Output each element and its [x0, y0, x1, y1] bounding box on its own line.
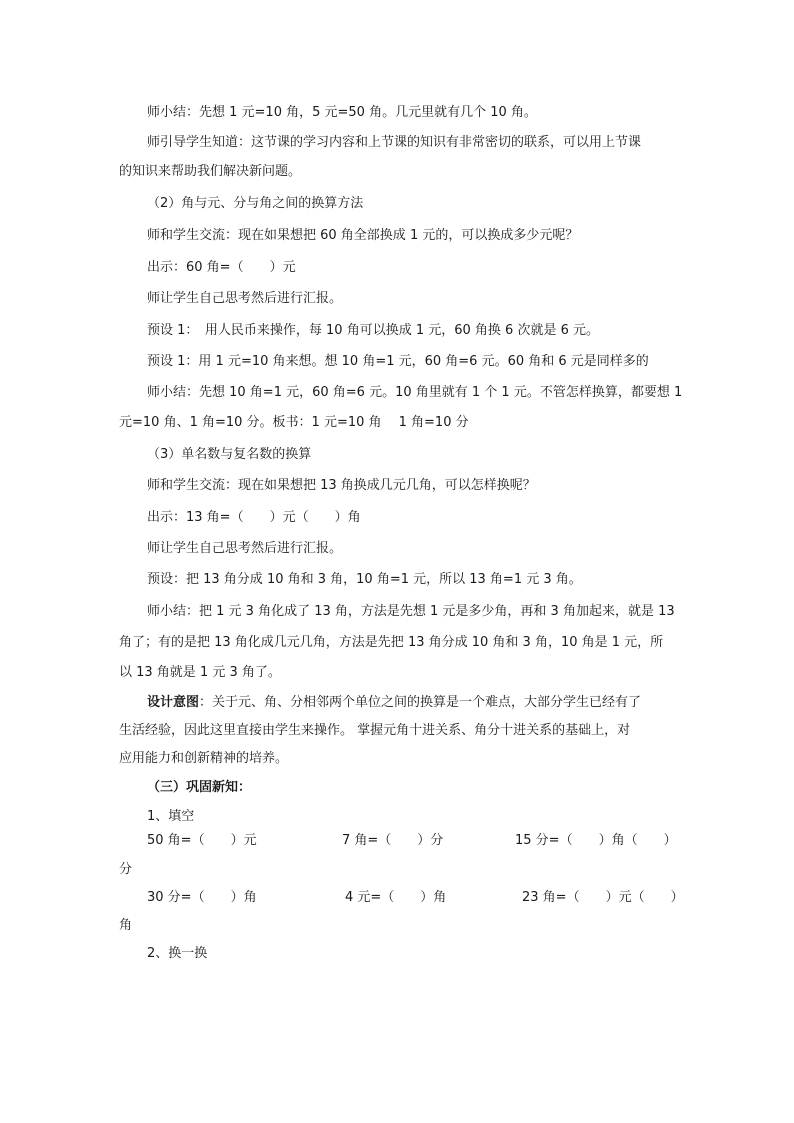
- fill-item-2: 7 角=（ ）分: [342, 833, 444, 848]
- design-intent-label: 设计意图: [147, 695, 200, 710]
- exercise-1-title: 1、填空: [147, 809, 195, 824]
- design-intent-line-2: 生活经验，因此这里直接由学生来操作。 掌握元角十进关系、角分十进关系的基础上，对: [119, 723, 631, 738]
- summary-line-2: 师小结：先想 10 角=1 元，60 角=6 元。10 角里就有 1 个 1 元。不管怎样换算，都要想 1: [147, 385, 683, 400]
- preset-line-2: 预设 1：用 1 元=10 角来想。想 10 角=1 元，60 角=6 元。60 角和 6 元是同样多的: [147, 354, 649, 369]
- report-line-2: 师让学生自己思考然后进行汇报。: [147, 541, 343, 556]
- preset-line-3: 预设：把 13 角分成 10 角和 3 角，10 角=1 元，所以 13 角=1 元 3 角。: [147, 572, 582, 587]
- design-intent-text: ：关于元、角、分相邻两个单位之间的换算是一个难点，大部分学生已经有了: [199, 695, 642, 710]
- exchange-line-2: 师和学生交流：现在如果想把 13 角换成几元几角，可以怎样换呢？: [147, 478, 536, 493]
- summary-line-2-cont: 元=10 角、1 角=10 分。板书：1 元=10 角 1 角=10 分: [119, 415, 469, 430]
- exchange-line: 师和学生交流：现在如果想把 60 角全部换成 1 元的，可以换成多少元呢？: [147, 228, 579, 243]
- section-title: （三）巩固新知：: [147, 780, 252, 795]
- exercise-2-title: 2、换一换: [147, 946, 208, 961]
- summary-line-3-cont2: 以 13 角就是 1 元 3 角了。: [119, 665, 281, 680]
- show-line-2: 出示：13 角=（ ）元（ ）角: [147, 510, 361, 525]
- subsection-heading-2: （2）角与元、分与角之间的换算方法: [147, 196, 364, 211]
- summary-line-3-cont1: 角了；有的是把 13 角化成几元几角，方法是先把 13 角分成 10 角和 3 角，10 角是 1 元，所: [119, 635, 664, 650]
- summary-line-3: 师小结：把 1 元 3 角化成了 13 角，方法是先想 1 元是多少角，再和 3 角加起来，就是 13: [147, 604, 675, 619]
- fill-item-1: 50 角=（ ）元: [147, 833, 257, 848]
- fill-item-5: 4 元=（ ）角: [345, 890, 447, 905]
- subsection-heading-3: （3）单名数与复名数的换算: [147, 447, 312, 462]
- preset-line-1: 预设 1： 用人民币来操作，每 10 角可以换成 1 元，60 角换 6 次就是 6 元。: [147, 323, 599, 338]
- fill-item-4: 30 分=（ ）角: [147, 890, 257, 905]
- summary-line: 师小结：先想 1 元=10 角，5 元=50 角。几元里就有几个 10 角。: [147, 105, 537, 120]
- fill-item-3-wrap: 分: [119, 862, 133, 877]
- guide-line: 师引导学生知道：这节课的学习内容和上节课的知识有非常密切的联系，可以用上节课: [147, 135, 642, 150]
- show-line: 出示：60 角=（ ）元: [147, 260, 296, 275]
- fill-item-3: 15 分=（ ）角（ ）: [515, 833, 677, 848]
- design-intent-line: [147, 694, 641, 712]
- guide-line-cont: 的知识来帮助我们解决新问题。: [119, 164, 302, 179]
- fill-item-6: 23 角=（ ）元（ ）: [522, 890, 684, 905]
- fill-item-6-wrap: 角: [119, 918, 133, 933]
- design-intent-line-3: 应用能力和创新精神的培养。: [119, 751, 289, 766]
- report-line: 师让学生自己思考然后进行汇报。: [147, 291, 343, 306]
